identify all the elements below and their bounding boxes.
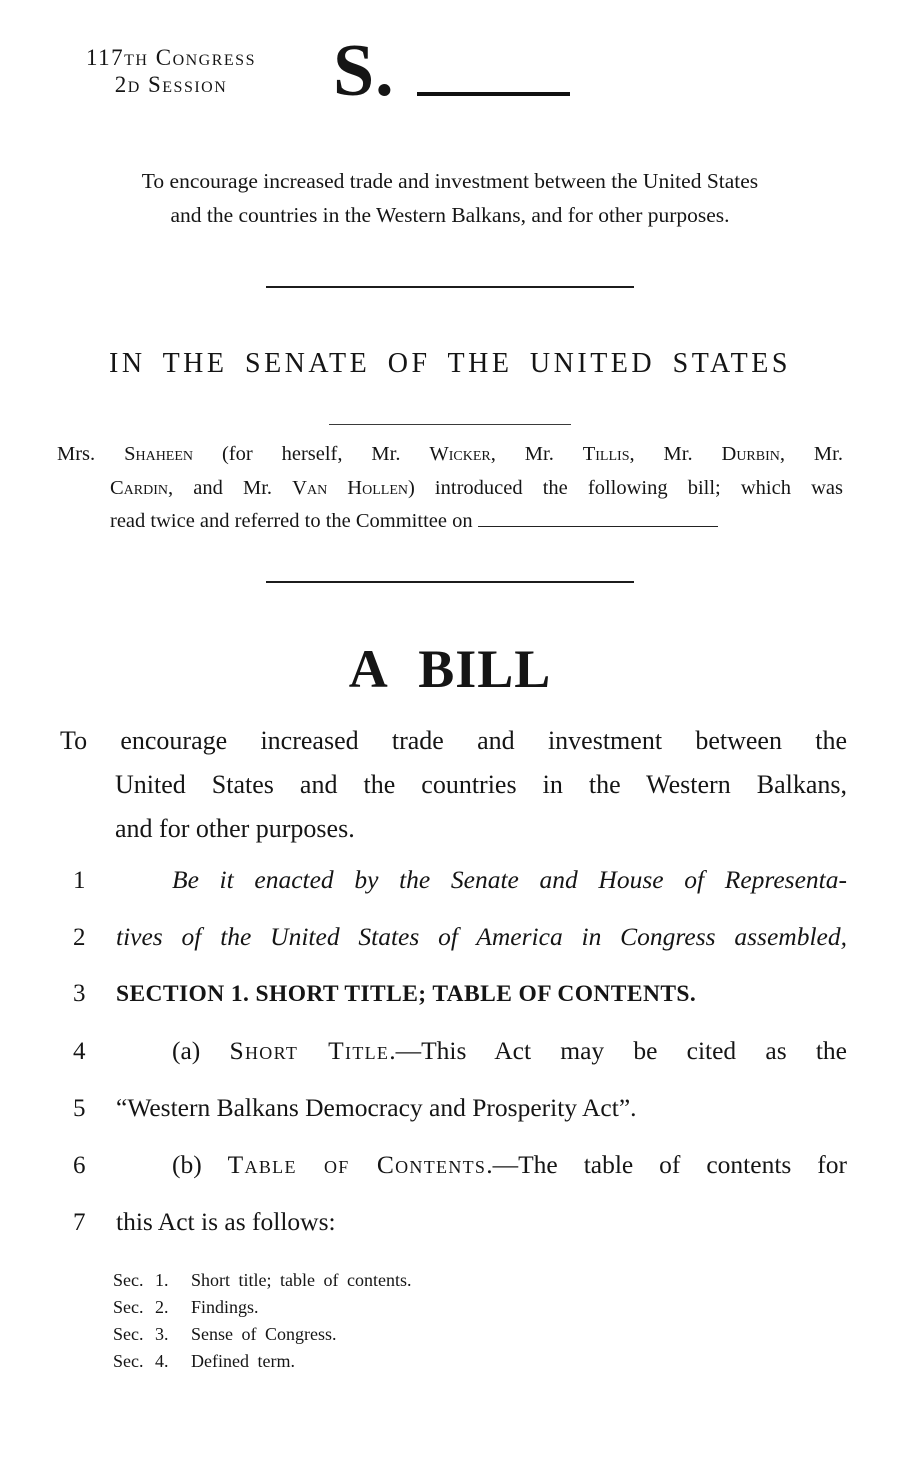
sponsor-text: read twice and referred to the Committee on	[110, 510, 478, 532]
sponsor-line	[57, 438, 843, 472]
bill-line	[0, 865, 900, 895]
official-title-line: and the countries in the Western Balkans, and for other purposes.	[170, 203, 730, 227]
toc-section-title: Findings.	[191, 1296, 259, 1317]
sponsor-text: , Mr.	[629, 443, 722, 465]
table-of-contents	[113, 1267, 847, 1375]
sponsor-line	[57, 472, 843, 506]
toc-section-label: Sec. 4.	[113, 1350, 169, 1371]
sponsor-text: Mrs.	[57, 443, 125, 465]
toc-section-label: Sec. 1.	[113, 1269, 169, 1290]
toc-entry	[113, 1348, 847, 1375]
sponsor-text: ) introduced the following bill; which was	[407, 476, 843, 499]
toc-entry	[113, 1267, 847, 1294]
toc-entry	[113, 1321, 847, 1348]
senate-heading: IN THE SENATE OF THE UNITED STATES	[109, 348, 791, 379]
bill-text-lines	[0, 865, 900, 1237]
toc-section-title: Defined term.	[191, 1350, 295, 1371]
bill-purpose	[60, 719, 847, 851]
bill-title-heading: A BILL	[348, 638, 552, 699]
bill-line	[0, 1207, 900, 1237]
subsection-line	[116, 1036, 847, 1066]
congress-number: 117th Congress	[86, 45, 256, 70]
bill-line	[0, 1093, 900, 1123]
enacting-clause-line: tives of the United States of America in Congress assembled,	[116, 921, 847, 951]
bill-line	[0, 1150, 900, 1180]
subsection-title: Table of Contents	[227, 1149, 487, 1179]
toc-section-title: Sense of Congress.	[191, 1323, 337, 1344]
separator-rule-thin	[329, 424, 571, 425]
sponsor-text: , Mr.	[490, 443, 583, 465]
toc-section-title: Short title; table of contents.	[191, 1269, 412, 1290]
sponsor-clause	[57, 438, 843, 539]
sponsor-name: Shaheen	[124, 443, 194, 465]
toc-entry	[113, 1294, 847, 1321]
line-number: 2	[73, 923, 86, 951]
bill-number-blank-line	[417, 92, 570, 96]
sponsor-name: Durbin	[721, 443, 780, 465]
committee-blank-line	[478, 524, 718, 527]
line-number: 3	[73, 979, 86, 1007]
sponsor-text: , Mr.	[779, 443, 843, 465]
sponsor-name: Wicker	[429, 443, 491, 465]
bill-number-block	[333, 30, 570, 112]
section-heading: SECTION 1. SHORT TITLE; TABLE OF CONTENTS.	[116, 980, 697, 1007]
bill-line	[0, 979, 900, 1009]
separator-rule	[266, 286, 634, 288]
session-number: 2d Session	[114, 72, 228, 97]
bill-purpose-line: To encourage increased trade and investment between the	[60, 725, 847, 755]
enacting-clause-line: Be it enacted by the Senate and House of Representa-	[172, 864, 847, 894]
bill-line	[0, 922, 900, 952]
subsection-line	[116, 1150, 847, 1180]
line-number: 6	[73, 1151, 86, 1179]
line-number: 7	[73, 1208, 86, 1236]
sponsor-text: (for herself, Mr.	[193, 443, 430, 465]
bill-type-label: S.	[333, 30, 395, 112]
sponsor-line	[57, 505, 843, 539]
subsection-label: (a)	[172, 1035, 230, 1065]
line-number: 4	[73, 1037, 86, 1065]
toc-section-label: Sec. 2.	[113, 1296, 169, 1317]
subsection-label: (b)	[172, 1149, 228, 1179]
sponsor-name: Van Hollen	[292, 476, 408, 499]
short-title-quote-line: “Western Balkans Democracy and Prosperity Act”.	[116, 1092, 637, 1122]
congress-session-block	[57, 36, 285, 98]
subsection-text: .—This Act may be cited as the	[389, 1035, 847, 1065]
sponsor-text: , and Mr.	[168, 476, 293, 499]
subsection-title: Short Title	[229, 1035, 390, 1065]
sponsor-name: Cardin	[110, 476, 169, 499]
body-text-line: this Act is as follows:	[116, 1206, 336, 1236]
toc-section-label: Sec. 3.	[113, 1323, 169, 1344]
bill-purpose-line: United States and the countries in the Western Balkans,	[115, 769, 847, 799]
masthead	[57, 30, 900, 128]
bill-purpose-line: and for other purposes.	[115, 813, 355, 843]
subsection-text: .—The table of contents for	[486, 1149, 848, 1179]
sponsor-name: Tillis	[582, 443, 630, 465]
official-title	[80, 164, 820, 232]
bill-line	[0, 1036, 900, 1066]
line-number: 5	[73, 1094, 86, 1122]
separator-rule	[266, 581, 634, 583]
line-number: 1	[73, 866, 86, 894]
official-title-line: To encourage increased trade and investment between the United States	[141, 169, 759, 193]
